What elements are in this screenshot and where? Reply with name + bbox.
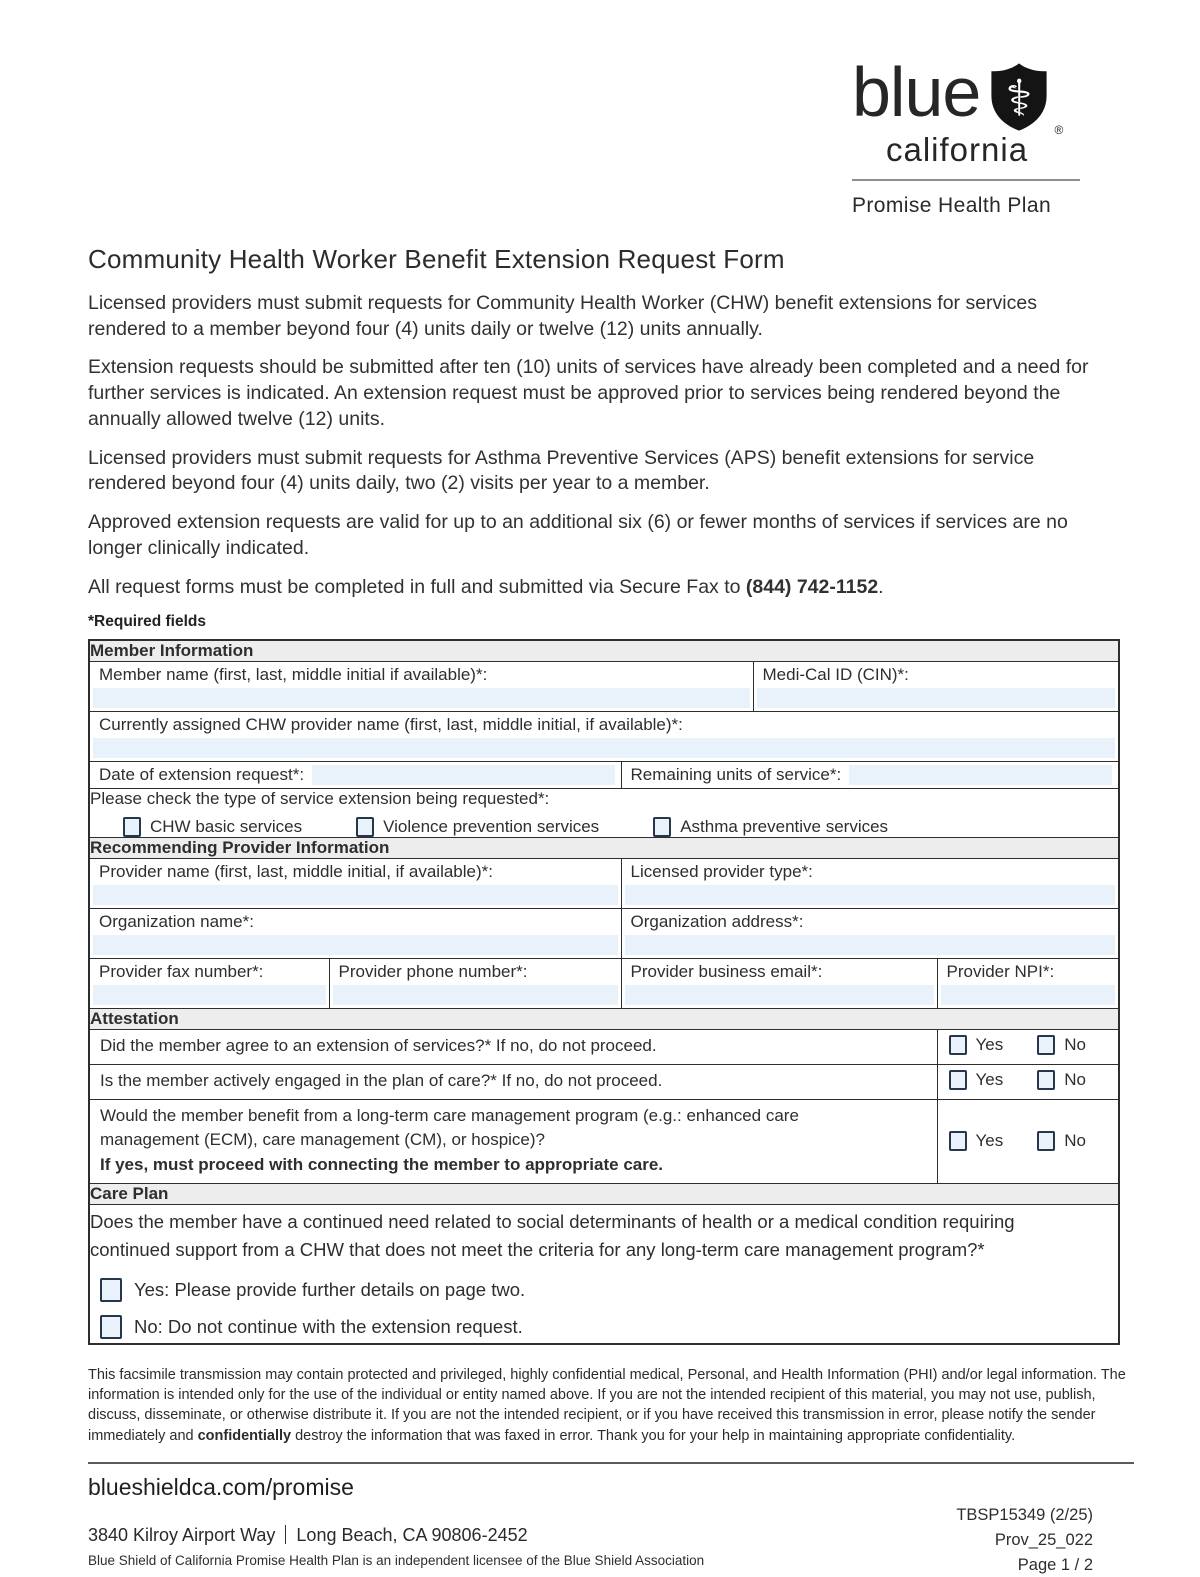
attestation-q1-yes-checkbox[interactable] [949,1035,967,1055]
extension-date-label: Date of extension request*: [99,765,305,785]
registered-trademark: ® [1054,123,1064,137]
attestation-q2-no-label: No [1064,1069,1086,1089]
footer-doc-code: Prov_25_022 [994,1530,1093,1549]
logo-divider [852,179,1080,181]
disclaimer-part-1: This facsimile transmission may contain protected and privileged, highly confidential medical, Personal, and Health Information (PHI) and/or legal information. The information is intended only for the use of the individual or entity named above. If you are not the intended recipient of this material, you may not use, publish, discuss, disseminate, or otherwise distribute it. If you are not the intended recipient, or if you have received this transmission in error, please notify the sender immediately and [88,1366,1126,1444]
attestation-question-1: Did the member agree to an extension of services?* If no, do not proceed. [100,1036,657,1056]
footer-licensee-note: Blue Shield of California Promise Health Plan is an independent licensee of the Blue Shield Association [88,1553,705,1569]
intro-paragraph-2: Extension requests should be submitted after ten (10) units of services have already been completed and a need for further services is indicated. An extension request must be approved prior to services being rendered beyond the annually allowed twelve (12) units. [88,356,1089,430]
footer-page-number: Page 1 / 2 [1017,1555,1093,1574]
required-fields-note: *Required fields [88,613,206,631]
attestation-question-3-text: Would the member benefit from a long-term care management program (e.g.: enhanced care management (ECM), care management (CM), or hospice)? [100,1105,799,1150]
service-type-label: Please check the type of service extension being requested*: [90,789,550,809]
brand-tagline: Promise Health Plan [852,194,1052,217]
organization-address-input[interactable] [625,935,1116,955]
page-title: Community Health Worker Benefit Extension Request Form [88,244,785,274]
attestation-q3-no-label: No [1064,1131,1086,1151]
footer-address-block [88,1501,704,1577]
footer-doc-info [956,1503,1093,1577]
footer-address [88,1525,704,1546]
provider-npi-input[interactable] [941,985,1116,1005]
attestation-question-3-note: If yes, must proceed with connecting the member to appropriate care. [100,1154,664,1174]
brand-word-california: california [886,131,1029,168]
attestation-header: Attestation [89,1009,1119,1030]
attestation-q3-yes-label: Yes [975,1131,1004,1151]
extension-date-input[interactable] [312,765,614,785]
licensed-provider-type-label: Licensed provider type*: [630,862,813,882]
member-information-header: Member Information [89,640,1119,662]
medi-cal-id-input[interactable] [757,688,1116,708]
fax-number: (844) 742-1152 [745,575,879,598]
care-plan-no-label: No: Do not continue with the extension request. [134,1315,523,1337]
organization-name-label: Organization name*: [99,912,254,932]
provider-npi-label: Provider NPI*: [946,962,1055,982]
attestation-q2-yes-label: Yes [975,1069,1004,1089]
service-option-asthma-label: Asthma preventive services [680,817,889,837]
attestation-q1-no-checkbox[interactable] [1037,1035,1055,1055]
footer-divider [88,1462,1134,1464]
chw-provider-name-label: Currently assigned CHW provider name (first, last, middle initial, if available)*: [99,715,683,735]
provider-information-header: Recommending Provider Information [89,838,1119,859]
medi-cal-id-label: Medi-Cal ID (CIN)*: [762,665,909,685]
intro-paragraph-3: Licensed providers must submit requests for Asthma Preventive Services (APS) benefit extensions for service rendered beyond four (4) units daily, two (2) visits per year to a member. [88,446,1035,495]
fax-instruction-prefix: All request forms must be completed in full and submitted via Secure Fax to [88,575,746,598]
footer-website: blueshieldca.com/promise [88,1474,354,1501]
disclaimer-part-2: destroy the information that was faxed in error. Thank you for your help in maintaining appropriate confidentiality. [291,1427,1016,1444]
shield-caduceus-icon [989,62,1049,132]
care-plan-no-checkbox[interactable] [100,1315,122,1339]
member-name-label: Member name (first, last, middle initial if available)*: [99,665,488,685]
attestation-q2-yes-checkbox[interactable] [949,1070,967,1090]
care-plan-yes-checkbox[interactable] [100,1278,122,1302]
service-option-violence-checkbox[interactable] [356,817,374,837]
attestation-q3-no-checkbox[interactable] [1037,1131,1055,1151]
fax-instruction [88,575,1100,601]
provider-fax-input[interactable] [93,985,326,1005]
blue-shield-logo-icon [989,62,1064,137]
disclaimer-bold-word: confidentially [197,1427,292,1444]
attestation-question-3 [90,1100,910,1183]
provider-name-label: Provider name (first, last, middle initial, if available)*: [99,862,493,882]
fax-instruction-suffix: . [878,575,884,598]
service-option-chw-label: CHW basic services [150,817,303,837]
attestation-q2-no-checkbox[interactable] [1037,1070,1055,1090]
provider-fax-label: Provider fax number*: [99,962,264,982]
remaining-units-input[interactable] [849,765,1112,785]
care-plan-question: Does the member have a continued need related to social determinants of health or a medical condition requiring continued support from a CHW that does not meet the criteria for any long-term care management program?* [90,1210,1015,1261]
provider-email-input[interactable] [625,985,934,1005]
organization-name-input[interactable] [93,935,618,955]
benefit-extension-form-table [88,639,1120,1345]
licensed-provider-type-input[interactable] [625,885,1116,905]
address-divider [285,1525,286,1544]
form-page [88,244,1150,1577]
attestation-q1-no-label: No [1064,1035,1086,1055]
service-option-violence-label: Violence prevention services [383,817,600,837]
care-plan-header: Care Plan [89,1183,1119,1204]
footer-doc-number: TBSP15349 (2/25) [956,1506,1093,1525]
organization-address-label: Organization address*: [630,912,804,932]
service-option-chw-checkbox[interactable] [123,817,141,837]
member-name-input[interactable] [93,688,750,708]
attestation-question-2: Is the member actively engaged in the plan of care?* If no, do not proceed. [100,1070,663,1090]
brand-word-blue: blue [852,53,981,131]
care-plan-yes-label: Yes: Please provide further details on page two. [134,1278,526,1300]
remaining-units-label: Remaining units of service*: [630,765,842,785]
footer-address-city: Long Beach, CA 90806-2452 [296,1525,528,1546]
brand-logo [852,53,1090,218]
provider-name-input[interactable] [93,885,618,905]
attestation-q1-yes-label: Yes [975,1035,1004,1055]
provider-phone-label: Provider phone number*: [338,962,528,982]
svg-text:⚕: ⚕ [1005,68,1033,128]
service-option-asthma-checkbox[interactable] [653,817,671,837]
footer-address-street: 3840 Kilroy Airport Way [88,1525,276,1546]
provider-phone-input[interactable] [333,985,618,1005]
attestation-q3-yes-checkbox[interactable] [949,1131,967,1151]
chw-provider-name-input[interactable] [93,738,1115,758]
intro-paragraph-4: Approved extension requests are valid for up to an additional six (6) or fewer months of services if services are no longer clinically indicated. [88,511,1068,559]
intro-paragraph-1: Licensed providers must submit requests for Community Health Worker (CHW) benefit extensions for services rendered to a member beyond four (4) units daily or twelve (12) units annually. [88,292,1037,340]
provider-email-label: Provider business email*: [630,962,823,982]
confidentiality-disclaimer [88,1365,1146,1446]
